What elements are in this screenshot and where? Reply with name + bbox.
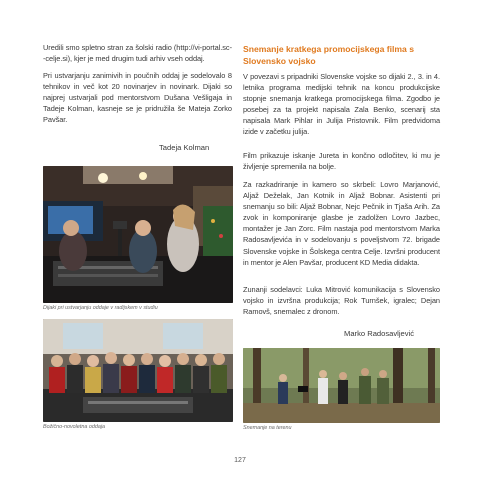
radio-studio-photo [43, 166, 233, 303]
left-paragraph-1: Uredili smo spletno stran za šolski radio (http://vi-portal.sc--celje.si), kjer je med drugim tudi arhiv vseh oddaj. [43, 43, 232, 64]
right-paragraph-1: V povezavi s pripadniki Slovenske vojske so dijaki 2., 3. in 4. letnika programa medijski tehnik na koncu produkcijske stopnje snemanja kratkega promocijskega filma. Zgodbo je posebej za ta projekt napisala Zala Benko, scenarij sta napisala Mark Pihlar in Julija Pristovnik. Film predvidoma izide v začetku julija. [243, 72, 440, 137]
right-signature: Marko Radosavljević [344, 329, 415, 338]
page-number: 127 [234, 457, 246, 464]
radio-studio-caption: Dijaki pri ustvarjanju oddaje v radijskem v studiu [43, 305, 158, 311]
forest-filming-caption: Snemanje na terenu [243, 425, 292, 431]
left-paragraph-2: Pri ustvarjanju zanimivih in poučnih oddaj je sodelovalo 8 tehnikov in več kot 20 novinarjev in novinark. Dijaki so najprej ustvarjali pod mentorstvom Dušana Vešligaja in Tadeje Kolman, kasneje se je pridružila še Mateja Zorko Pavšar. [43, 71, 232, 125]
right-paragraph-4: Zunanji sodelavci: Luka Mitrović komunikacija s Slovensko vojsko in izvršna produkcija; Rok Turnšek, igralec; Dejan Ramovš, snemalec z dronom. [243, 285, 440, 317]
left-signature: Tadeja Kolman [159, 143, 210, 152]
right-paragraph-2: Film prikazuje iskanje Jureta in končno odločitev, ki mu je življenje spremenila na bolje. [243, 151, 440, 172]
christmas-show-photo [43, 319, 233, 422]
christmas-show-caption: Božično-novoletna oddaja [43, 424, 106, 430]
article-heading: Snemanje kratkega promocijskega filma s Slovensko vojsko [243, 44, 414, 66]
right-paragraph-3: Za razkadriranje in kamero so skrbeli: Lovro Marjanović, Aljaž Deželak, Jan Kotnik in Aljaž Bobnar. Asistenti pri snemanju so bili: Aljaž Bobnar, Nejc Pečnik in Tjaša Arih. Za zvok in komponiranje glasbe je zadolžen Lovro Jazbec, montažer je Jan Zorc. Film nastaja pod mentorstvom Marka Radosavljevića in v sodelovanju s poveljstvom 72. brigade Slovenske vojske in Šolskega centra Celje. Izvršni producent in mentor je Alen Pavšar, producent KD Media didakta. [243, 180, 440, 267]
forest-filming-photo [243, 348, 440, 423]
